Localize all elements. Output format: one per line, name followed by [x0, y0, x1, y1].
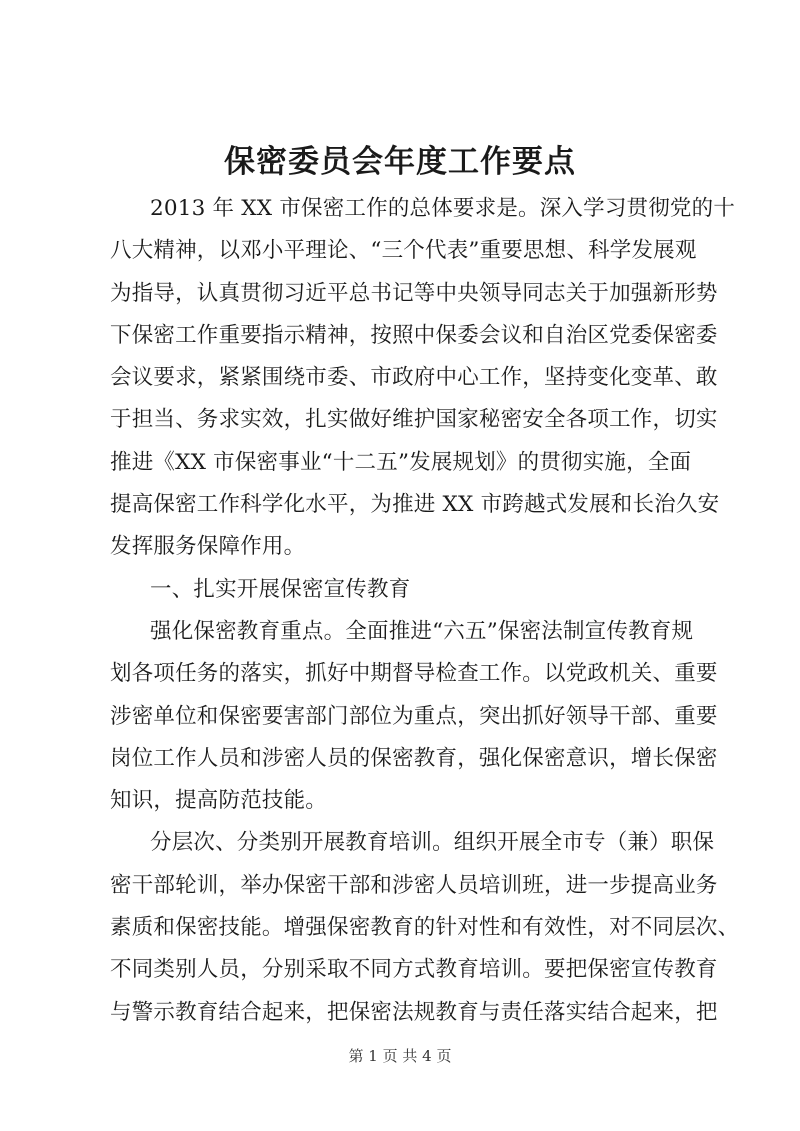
page-footer: [0, 1046, 800, 1066]
paragraph-1-line-6: 于担当、务求实效，扎实做好维护国家秘密安全各项工作，切实: [110, 407, 718, 433]
paragraph-2-line-3: 涉密单位和保密要害部门部位为重点，突出抓好领导干部、重要: [110, 703, 718, 729]
paragraph-2-line-2: 划各项任务的落实，抓好中期督导检查工作。以党政机关、重要: [110, 661, 718, 687]
paragraph-1-line-4: 下保密工作重要指示精神，按照中保委会议和自治区党委保密委: [110, 322, 718, 348]
paragraph-1-line-2: 八大精神，以邓小平理论、“三个代表”重要思想、科学发展观: [110, 238, 697, 264]
paragraph-1-line-5: 会议要求，紧紧围绕市委、市政府中心工作，坚持变化变革、敢: [110, 365, 718, 391]
document-title: 保密委员会年度工作要点: [224, 144, 576, 180]
paragraph-3-line-2: 密干部轮训，举办保密干部和涉密人员培训班，进一步提高业务: [110, 872, 718, 898]
section-heading-1: 一、扎实开展保密宣传教育: [150, 576, 411, 602]
paragraph-2-line-5: 知识，提高防范技能。: [110, 788, 328, 814]
page-indicator: 第 1 页 共 4 页: [348, 1047, 452, 1065]
paragraph-1-line-8: 提高保密工作科学化水平，为推进 XX 市跨越式发展和长治久安: [110, 492, 720, 518]
document-body: [110, 188, 740, 1034]
paragraph-3-line-3: 素质和保密技能。增强保密教育的针对性和有效性，对不同层次、: [110, 915, 740, 941]
paragraph-1-line-3: 为指导，认真贯彻习近平总书记等中央领导同志关于加强新形势: [110, 280, 718, 306]
paragraph-3-line-4: 不同类别人员，分别采取不同方式教育培训。要把保密宣传教育: [110, 957, 718, 983]
paragraph-1-line-9: 发挥服务保障作用。: [110, 534, 306, 560]
paragraph-3-line-5: 与警示教育结合起来，把保密法规教育与责任落实结合起来，把: [110, 999, 718, 1025]
paragraph-2-line-4: 岗位工作人员和涉密人员的保密教育，强化保密意识，增长保密: [110, 745, 718, 771]
paragraph-1-line-1: 2013 年 XX 市保密工作的总体要求是。深入学习贯彻党的十: [150, 196, 736, 221]
paragraph-3-line-1: 分层次、分类别开展教育培训。组织开展全市专（兼）职保: [150, 830, 715, 856]
paragraph-1-line-7: 推进《XX 市保密事业“十二五”发展规划》的贯彻实施，全面: [110, 449, 692, 475]
paragraph-2-line-1: 强化保密教育重点。全面推进“六五”保密法制宣传教育规: [150, 618, 694, 644]
